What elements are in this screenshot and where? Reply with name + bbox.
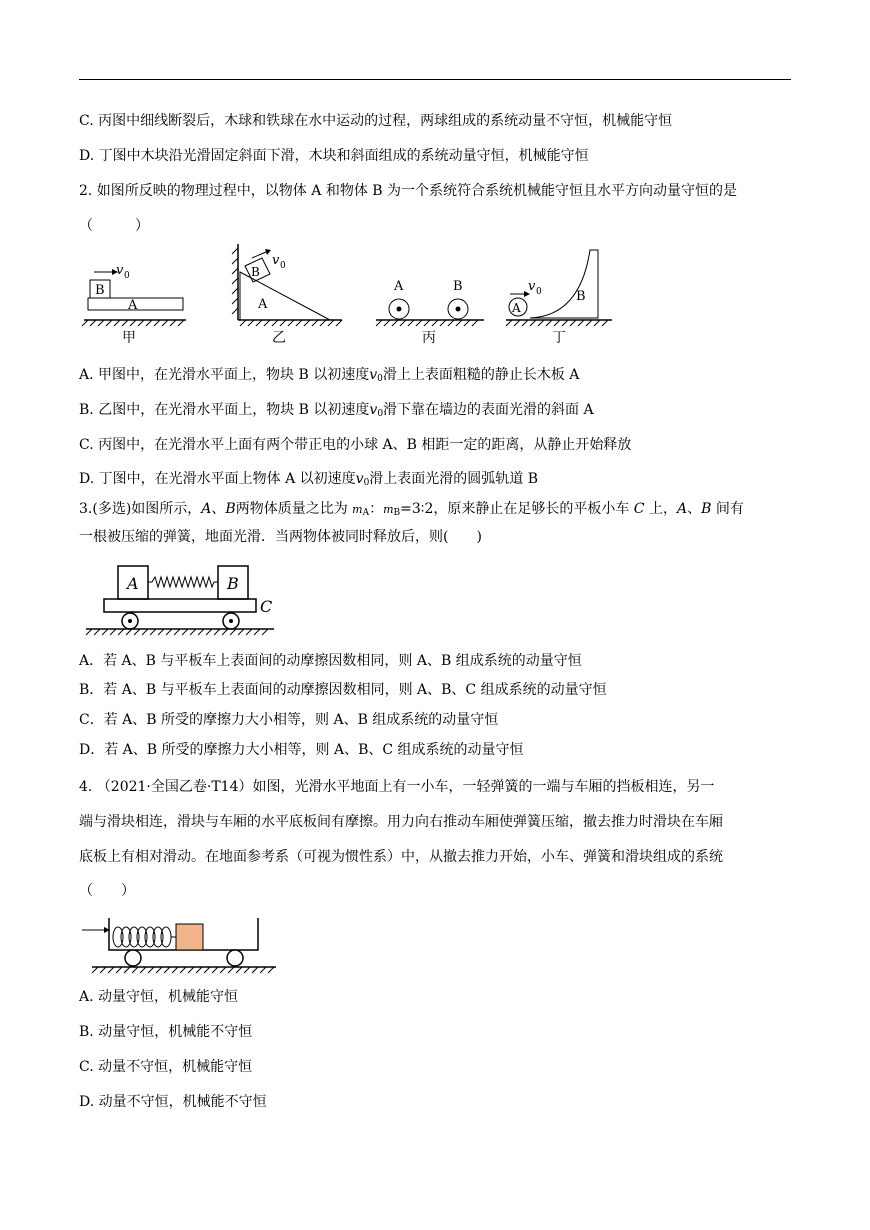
q2-option-b: [79, 400, 594, 424]
q3-mB-sub: B: [393, 508, 401, 518]
q4-stem-line2: 端与滑块相连，滑块与车厢的水平底板间有摩擦。用力向右推动车厢使弹簧压缩，撤去推力时滑块在车厢: [79, 814, 723, 830]
q3-stem-d: 、: [687, 501, 702, 517]
q3-ratio: =3∶2，原来静止在足够长的平板小车: [400, 501, 634, 517]
fig-ding-v-sub: 0: [536, 287, 542, 297]
q4-option-c: C. 动量不守恒，机械能守恒: [79, 1059, 253, 1075]
q2-option-b-v-sub: 0: [377, 409, 384, 419]
q3-stem-e: 间有: [711, 501, 744, 517]
fig-yi-v-sub: 0: [280, 261, 286, 271]
fig-bing: [376, 279, 484, 346]
q4-option-a: A. 动量守恒，机械能守恒: [79, 989, 239, 1005]
q2-option-a: [79, 365, 579, 389]
fig-jia-v-sub: 0: [124, 271, 130, 281]
q2-option-b-text1: B. 乙图中，在光滑水平面上，物块 B 以初速度: [79, 402, 370, 418]
q3-stem-C: C: [633, 501, 645, 517]
q3-stem-a: 3.(多选)如图所示，: [79, 501, 202, 517]
q2-figure: [0, 238, 870, 348]
fig-bing-B: B: [453, 279, 463, 294]
q2-option-d-v: v: [355, 471, 364, 487]
q3-option-d: D．若 A、B 所受的摩擦力大小相等，则 A、B、C 组成系统的动量守恒: [79, 742, 524, 758]
q1-option-d: D. 丁图中木块沿光滑固定斜面下滑，木块和斜面组成的系统动量守恒，机械能守恒: [79, 148, 589, 164]
q4-figure: [0, 910, 870, 980]
q1-option-c: C. 丙图中细线断裂后，木球和铁球在水中运动的过程，两球组成的系统动量不守恒，机械能守恒: [79, 113, 673, 129]
q3-mB: m: [383, 503, 394, 516]
q3-figure: [0, 560, 870, 640]
q3-stem-B: B: [225, 501, 236, 517]
q2-option-d: [79, 469, 538, 493]
q4-option-b: B. 动量守恒，机械能不守恒: [79, 1024, 253, 1040]
q2-option-c: C. 丙图中，在光滑水平上面有两个带正电的小球 A、B 相距一定的距离，从静止开始释放: [79, 437, 632, 453]
fig-bing-A: A: [394, 279, 404, 294]
q2-option-d-text2: 滑上表面光滑的圆弧轨道 B: [369, 471, 539, 487]
q3-option-c: C．若 A、B 所受的摩擦力大小相等，则 A、B 组成系统的动量守恒: [79, 712, 499, 728]
header-rule: [79, 79, 791, 80]
q3-stem-line1: [79, 499, 744, 523]
q3-stem-B2: B: [701, 501, 712, 517]
fig-yi-B: B: [251, 265, 260, 279]
fig-bing-label: 丙: [422, 330, 436, 346]
q4-slider-block: [176, 924, 203, 950]
q4-stem-line1: 4. （2021·全国乙卷·T14）如图，光滑水平地面上有一小车，一轻弹簧的一端与车厢的挡板相连，另一: [79, 779, 715, 795]
q3-stem-comma: 、: [211, 501, 226, 517]
fig-jia-B: B: [95, 283, 105, 298]
q4-option-d: D. 动量不守恒，机械能不守恒: [79, 1094, 267, 1110]
fig-jia-A: A: [128, 298, 138, 313]
fig-yi: [232, 244, 342, 346]
q2-option-a-text1: A. 甲图中，在光滑水平面上，物块 B 以初速度: [79, 367, 370, 383]
q3-stem-b: 两物体质量之比为: [235, 501, 353, 517]
fig-ding-A: A: [512, 301, 521, 315]
fig-ding-label: 丁: [552, 330, 566, 346]
fig-ding-v: v: [528, 279, 536, 294]
fig-jia-v: v: [116, 263, 124, 278]
q2-option-d-v-sub: 0: [363, 478, 370, 488]
fig-yi-A: A: [258, 297, 268, 312]
fig-ding-B: B: [576, 289, 586, 304]
q3-stem-A: A: [201, 501, 212, 517]
q3-fig-B: B: [227, 574, 239, 593]
fig-ding: [506, 250, 612, 346]
q3-stem-c: 上，: [644, 501, 677, 517]
fig-yi-label: 乙: [272, 330, 286, 346]
fig-jia: [82, 263, 186, 346]
q2-paren: （ ）: [79, 218, 149, 234]
q3-stem-line2: 一根被压缩的弹簧，地面光滑．当两物体被同时释放后，则( ): [79, 529, 482, 545]
q3-fig-C: C: [260, 597, 273, 616]
q2-option-a-text2: 滑上上表面粗糙的静止长木板 A: [382, 367, 580, 383]
q3-fig-A: A: [127, 574, 139, 593]
fig-jia-label: 甲: [122, 330, 136, 346]
q4-stem-line3: 底板上有相对滑动。在地面参考系（可视为惯性系）中，从撤去推力开始，小车、弹簧和滑块组成的系统: [79, 849, 723, 865]
q2-option-d-text1: D. 丁图中，在光滑水平面上物体 A 以初速度: [79, 471, 356, 487]
q3-stem-A2: A: [676, 501, 688, 517]
q3-option-a: A．若 A、B 与平板车上表面间的动摩擦因数相同，则 A、B 组成系统的动量守恒: [79, 653, 582, 669]
q2-stem: 2. 如图所反映的物理过程中，以物体 A 和物体 B 为一个系统符合系统机械能守恒且水平方向动量守恒的是: [79, 183, 738, 199]
q3-option-b: B．若 A、B 与平板车上表面间的动摩擦因数相同，则 A、B、C 组成系统的动量守恒: [79, 682, 607, 698]
fig-yi-v: v: [272, 253, 280, 268]
q2-option-b-v: v: [369, 402, 378, 418]
q2-option-b-text2: 滑下靠在墙边的表面光滑的斜面 A: [383, 402, 594, 418]
q3-colon: ：: [369, 501, 384, 517]
q3-mA-sub: A: [362, 508, 370, 518]
q3-mA: m: [352, 503, 363, 516]
q2-option-a-v-sub: 0: [377, 374, 383, 384]
q2-option-a-v: v: [369, 367, 378, 383]
q4-paren: （ ）: [79, 883, 135, 899]
